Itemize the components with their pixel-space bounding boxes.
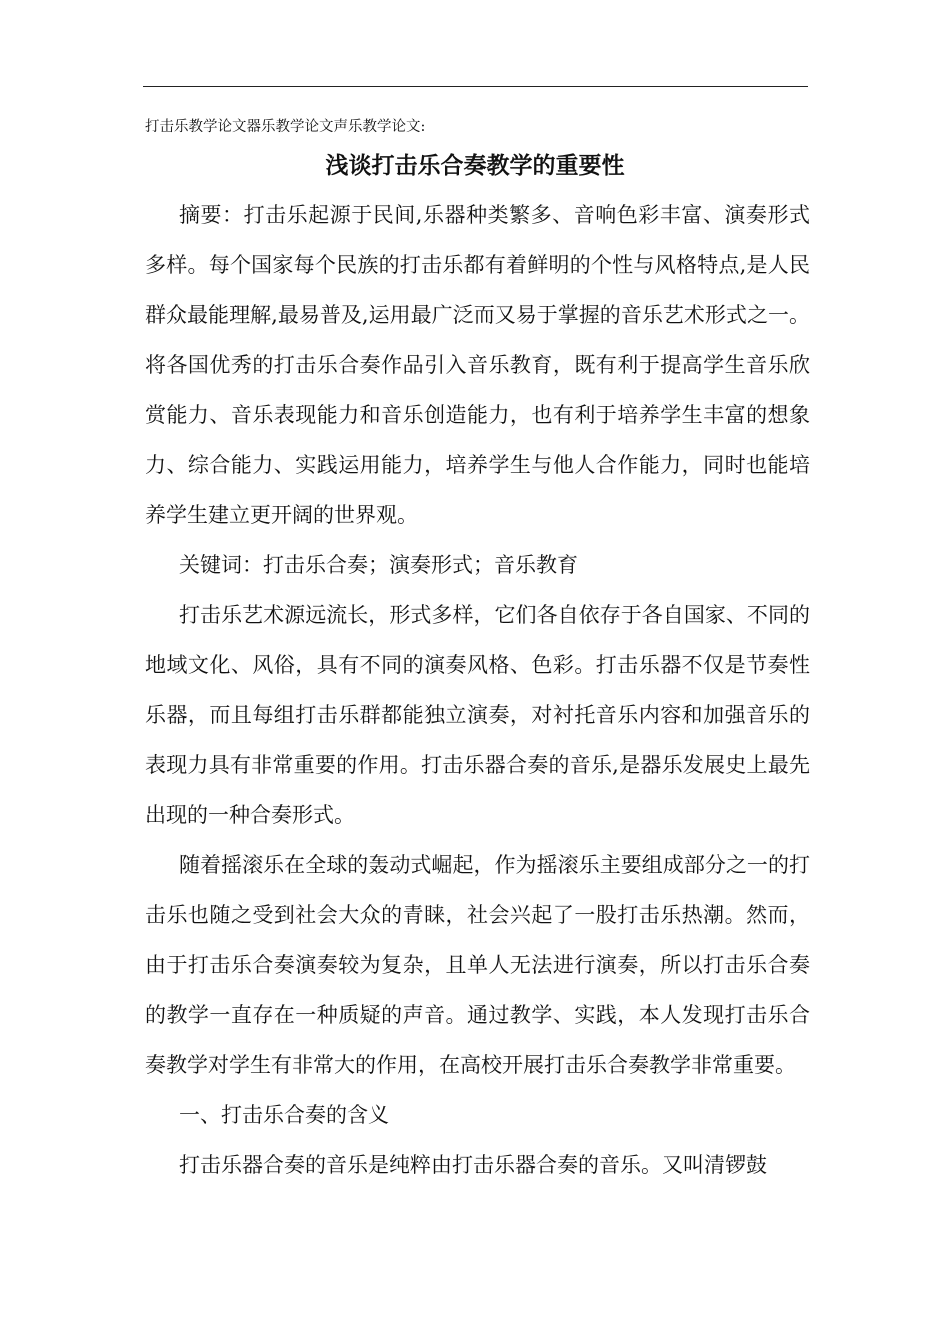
body-paragraph: 随着摇滚乐在全球的轰动式崛起，作为摇滚乐主要组成部分之一的打击乐也随之受到社会大众的青睐，社会兴起了一股打击乐热潮。然而，由于打击乐合奏演奏较为复杂，且单人无法进行演奏，所以打击乐合奏的教学一直存在一种质疑的声音。通过教学、实践，本人发现打击乐合奏教学对学生有非常大的作用，在高校开展打击乐合奏教学非常重要。 xyxy=(145,853,810,1077)
keywords-line: 关键词：打击乐合奏；演奏形式；音乐教育 xyxy=(179,553,578,577)
section-heading: 一、打击乐合奏的含义 xyxy=(179,1103,389,1127)
body-paragraph: 打击乐艺术源远流长，形式多样，它们各自依存于各自国家、不同的地域文化、风俗，具有不同的演奏风格、色彩。打击乐器不仅是节奏性乐器，而且每组打击乐群都能独立演奏，对衬托音乐内容和加强音乐的表现力具有非常重要的作用。打击乐器合奏的音乐,是器乐发展史上最先出现的一种合奏形式。 xyxy=(145,603,810,827)
document-body xyxy=(145,190,810,1190)
header-rule xyxy=(143,86,808,87)
header-keywords-line: 打击乐教学论文器乐教学论文声乐教学论文: xyxy=(145,119,426,135)
section-paragraph: 打击乐器合奏的音乐是纯粹由打击乐器合奏的音乐。又叫清锣鼓 xyxy=(179,1153,767,1177)
abstract-paragraph: 摘要：打击乐起源于民间,乐器种类繁多、音响色彩丰富、演奏形式多样。每个国家每个民族的打击乐都有着鲜明的个性与风格特点,是人民群众最能理解,最易普及,运用最广泛而又易于掌握的音乐艺术形式之一。将各国优秀的打击乐合奏作品引入音乐教育，既有利于提高学生音乐欣赏能力、音乐表现能力和音乐创造能力，也有利于培养学生丰富的想象力、综合能力、实践运用能力，培养学生与他人合作能力，同时也能培养学生建立更开阔的世界观。 xyxy=(145,203,810,527)
document-title: 浅谈打击乐合奏教学的重要性 xyxy=(325,153,625,179)
